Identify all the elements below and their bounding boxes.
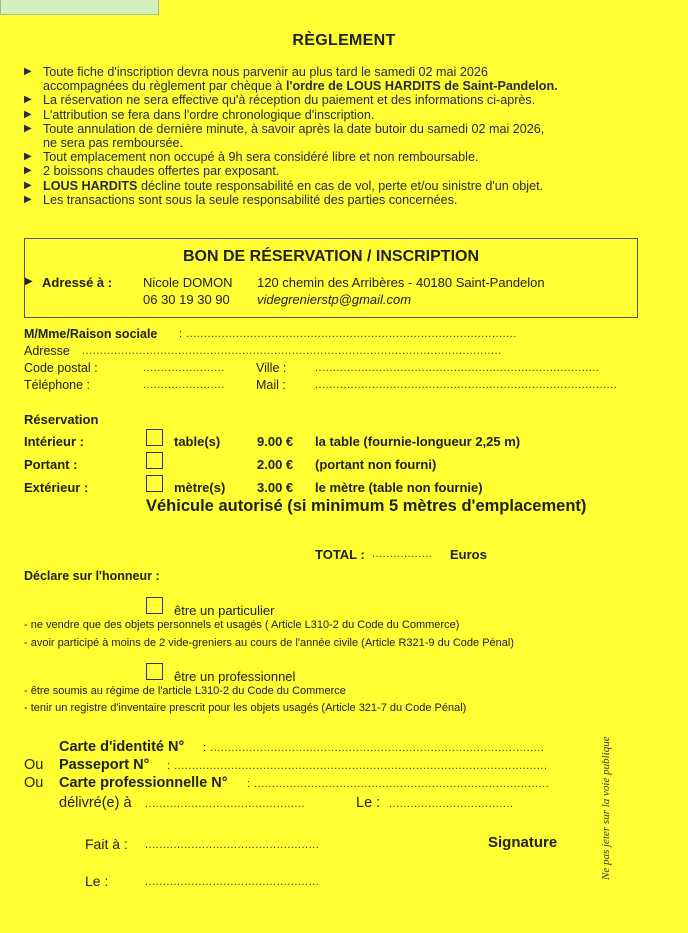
contact-name: Nicole DOMON: [143, 275, 233, 290]
rule-continuation: accompagnées du règlement par chèque à l'ordre de LOUS HARDITS de Saint-Pandelon.: [43, 79, 558, 94]
carte-pro-field[interactable]: : ...................................................................................: [247, 778, 550, 790]
triangle-bullet-icon: ▶: [24, 151, 32, 163]
rule-item: ▶ Les transactions sont sous la seule responsabilité des parties concernées.: [24, 192, 458, 207]
particulier-rule-1: - ne vendre que des objets personnels et usagés ( Article L310-2 du Code du Commerce): [24, 619, 460, 631]
box-title: BON DE RÉSERVATION / INSCRIPTION: [182, 248, 480, 265]
triangle-bullet-icon: ▶: [25, 276, 33, 287]
triangle-bullet-icon: ▶: [24, 66, 32, 77]
particulier-checkbox[interactable]: [146, 597, 163, 614]
professionnel-label: être un professionnel: [174, 669, 296, 684]
rule-item: ▶ Tout emplacement non occupé à 9h sera considéré libre et non remboursable.: [24, 150, 479, 165]
corner-tab: [0, 0, 159, 15]
interieur-desc: la table (fournie-longueur 2,25 m): [315, 434, 521, 449]
reservation-box: [24, 238, 638, 318]
delivre-date-field[interactable]: ...................................: [389, 798, 514, 810]
contact-email: videgrenierstp@gmail.com: [257, 292, 412, 307]
triangle-bullet-icon: ▶: [24, 193, 32, 205]
raison-field[interactable]: : .............................................................................................: [179, 328, 517, 340]
pro-rule-2: - tenir un registre d'inventaire prescrit pour les objets usagés (Article 321-7 du Code Pénal): [24, 702, 467, 714]
total-unit: Euros: [450, 547, 487, 562]
triangle-bullet-icon: ▶: [24, 94, 32, 106]
reservation-title: Réservation: [24, 412, 99, 427]
portant-label: Portant :: [24, 457, 78, 472]
mail-label: Mail :: [256, 378, 286, 392]
interieur-unit: table(s): [174, 434, 221, 449]
tel-field[interactable]: .......................: [143, 379, 225, 391]
side-note: Ne pas jeter sur la voie publique: [600, 736, 612, 880]
vehicule-note: Véhicule autorisé (si minimum 5 mètres d'emplacement): [146, 497, 587, 515]
org-name: LOUS HARDITS: [43, 178, 138, 193]
portant-price: 2.00 €: [257, 457, 294, 472]
page-title: RÈGLEMENT: [292, 32, 396, 49]
cp-label: Code postal :: [24, 361, 98, 375]
fait-a-label: Fait à :: [85, 836, 128, 852]
triangle-bullet-icon: ▶: [24, 108, 32, 120]
delivre-date-label: Le :: [356, 795, 381, 811]
rule-item: ▶ L'attribution se fera dans l'ordre chronologique d'inscription.: [24, 107, 375, 122]
triangle-bullet-icon: ▶: [24, 122, 32, 134]
exterieur-price: 3.00 €: [257, 480, 294, 495]
carte-id-label: Carte d'identité N°: [59, 739, 185, 755]
carte-id-field[interactable]: : ..............................................................................................: [203, 742, 545, 754]
total-label: TOTAL :: [315, 547, 365, 562]
total-field[interactable]: .................: [372, 548, 433, 560]
raison-label: M/Mme/Raison sociale: [24, 327, 158, 341]
rules-list: [24, 65, 664, 207]
ou-label: Ou: [24, 775, 44, 791]
declaration-title: Déclare sur l'honneur :: [24, 569, 160, 583]
particulier-label: être un particulier: [174, 603, 275, 618]
portant-desc: (portant non fourni): [315, 457, 437, 472]
delivre-field[interactable]: .............................................: [145, 798, 306, 810]
tel-label: Téléphone :: [24, 378, 91, 392]
exterieur-desc: le mètre (table non fournie): [315, 480, 483, 495]
delivre-label: délivré(e) à: [59, 795, 132, 811]
le-field[interactable]: .................................................: [145, 876, 320, 888]
adresse-label: Adresse: [24, 344, 70, 358]
contact-address: 120 chemin des Arribères - 40180 Saint-Pandelon: [257, 275, 545, 290]
pro-rule-1: - être soumis au régime de l'article L310-2 du Code du Commerce: [24, 685, 346, 697]
rule-item: ▶ Toute annulation de dernière minute, à savoir après la date butoir du samedi 02 mai 2026,: [24, 121, 545, 136]
le-label: Le :: [85, 873, 109, 889]
rule-item: ▶ LOUS HARDITS décline toute responsabilité en cas de vol, perte et/ou sinistre d'un objet.: [24, 178, 544, 193]
exterieur-unit: mètre(s): [174, 480, 226, 495]
contact-phone: 06 30 19 30 90: [143, 292, 230, 307]
mail-field[interactable]: .....................................................................................: [315, 379, 618, 391]
ville-label: Ville :: [256, 361, 287, 375]
rule-item: ▶ Toute fiche d'inscription devra nous parvenir au plus tard le samedi 02 mai 2026: [24, 65, 488, 79]
passeport-label: Passeport N°: [59, 757, 150, 773]
professionnel-checkbox[interactable]: [146, 663, 163, 680]
triangle-bullet-icon: ▶: [24, 165, 32, 177]
interieur-checkbox[interactable]: [146, 429, 163, 446]
cp-field[interactable]: .......................: [143, 362, 225, 374]
fait-a-field[interactable]: .................................................: [145, 839, 320, 851]
rule-continuation: ne sera pas remboursée.: [43, 136, 184, 151]
exterieur-label: Extérieur :: [24, 480, 89, 495]
particulier-rule-2: - avoir participé à moins de 2 vide-greniers au cours de l'année civile (Article R321-9 du Code Pénal): [24, 637, 515, 649]
rule-item: ▶ 2 boissons chaudes offertes par exposant.: [24, 164, 280, 179]
carte-pro-label: Carte professionnelle N°: [59, 775, 228, 791]
interieur-price: 9.00 €: [257, 434, 294, 449]
signature-label: Signature: [488, 834, 558, 851]
payee: l'ordre de LOUS HARDITS de Saint-Pandelon.: [285, 79, 558, 94]
portant-checkbox[interactable]: [146, 452, 163, 469]
adresse-field[interactable]: ......................................................................................................................: [82, 345, 502, 357]
passeport-field[interactable]: : .........................................................................................................: [167, 760, 548, 772]
triangle-bullet-icon: ▶: [24, 179, 32, 191]
interieur-label: Intérieur :: [24, 434, 84, 449]
rule-item: ▶ La réservation ne sera effective qu'à réception du paiement et des informations ci-après.: [24, 93, 536, 108]
exterieur-checkbox[interactable]: [146, 475, 163, 492]
ville-field[interactable]: ................................................................................: [315, 362, 600, 374]
ou-label: Ou: [24, 757, 44, 773]
address-label: Adressé à :: [42, 275, 113, 290]
